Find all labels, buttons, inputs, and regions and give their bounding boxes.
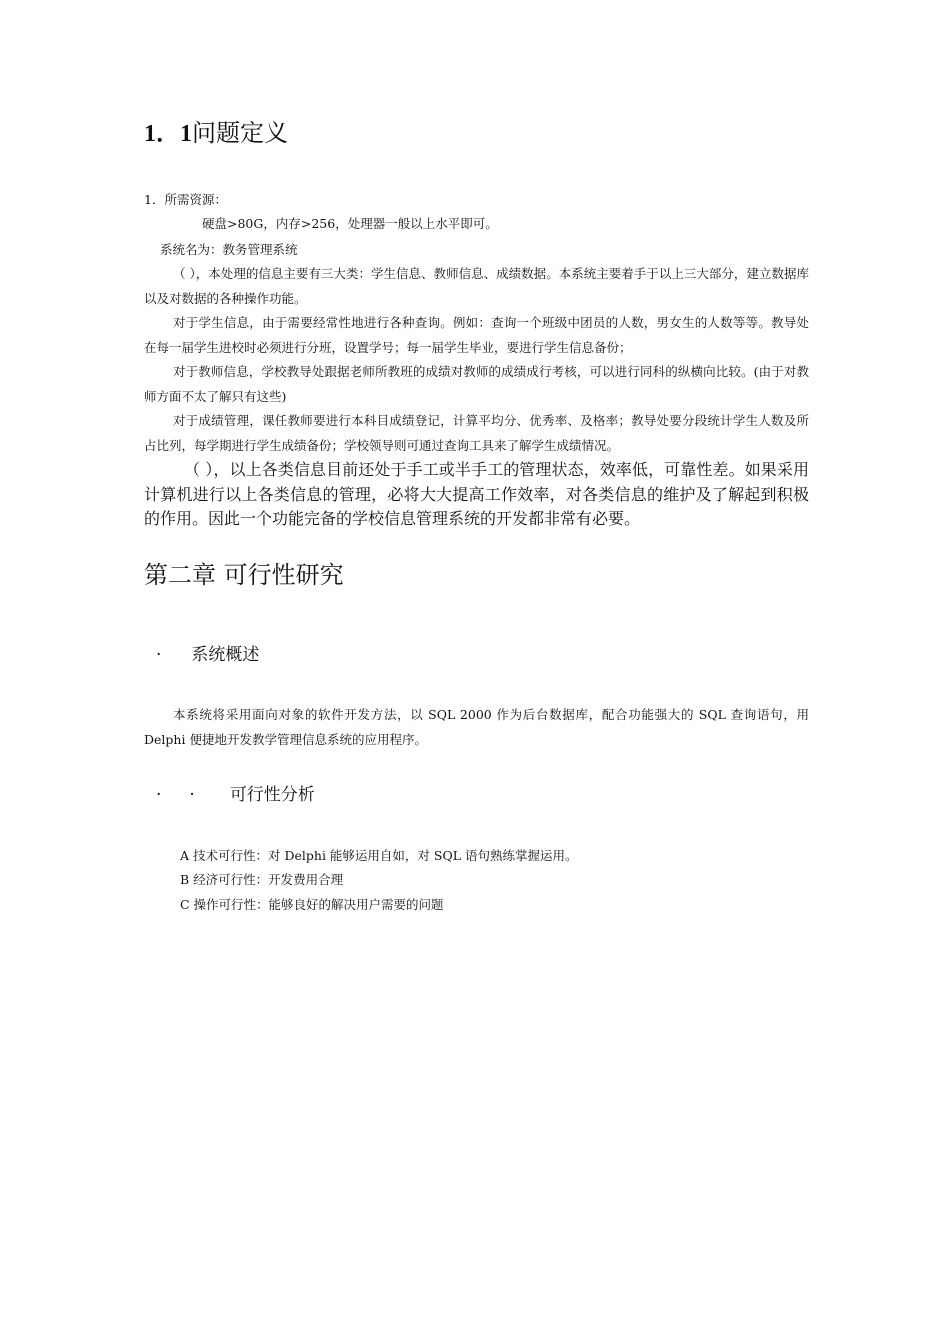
overview-title: 系统概述 [191, 645, 260, 665]
overview-paragraph: 本系统将采用面向对象的软件开发方法，以 SQL 2000 作为后台数据库，配合功能强大的 SQL 查询语句，用 Delphi 便捷地开发教学管理信息系统的应用程序。 [144, 707, 809, 747]
overview-section [144, 703, 809, 752]
hardware-requirements: 硬盘>80G，内存>256，处理器一般以上水平即可。 [202, 216, 498, 231]
overview-heading [156, 644, 259, 666]
paragraph-teacher-info: 对于教师信息，学校教导处跟据老师所教班的成绩对教师的成绩成行考核，可以进行同科的纵横向比较。(由于对教师方面不太了解只有这些) [144, 364, 809, 404]
paragraph-grade-management: 对于成绩管理，课任教师要进行本科目成绩登记，计算平均分、优秀率、及格率；教导处要分段统计学生人数及所占比列，每学期进行学生成绩备份；学校领导则可通过查询工具来了解学生成绩情况。 [144, 413, 809, 453]
resources-label: 1．所需资源： [144, 192, 227, 207]
feasibility-item-operational: C 操作可行性：能够良好的解决用户需要的问题 [180, 897, 444, 912]
paragraph-info-categories: （ ），本处理的信息主要有三大类：学生信息、教师信息、成绩数据。本系统主要着手于以上三大部分，建立数据库以及对数据的各种操作功能。 [144, 266, 809, 306]
feasibility-heading [156, 784, 315, 806]
feasibility-title: 可行性分析 [229, 785, 315, 805]
chapter-2-heading: 第二章 可行性研究 [144, 561, 344, 589]
bullet-dot: · [156, 645, 162, 665]
paragraph-student-info: 对于学生信息，由于需要经常性地进行各种查询。例如：查询一个班级中团员的人数，男女生的人数等等。教导处在每一届学生进校时必须进行分班，设置学号；每一届学生毕业，要进行学生信息备份； [144, 315, 809, 355]
body-paragraphs [144, 262, 809, 532]
section-number: 1．1 [144, 121, 192, 147]
section-heading-1-1 [144, 118, 288, 149]
bullet-dot: · [189, 785, 195, 805]
paragraph-current-status: （ ），以上各类信息目前还处于手工或半手工的管理状态，效率低，可靠性差。如果采用计算机进行以上各类信息的管理，必将大大提高工作效率，对各类信息的维护及了解起到积极的作用。因此一个功能完备的学校信息管理系统的开发都非常有必要。 [144, 460, 809, 528]
feasibility-item-technical: A 技术可行性：对 Delphi 能够运用自如，对 SQL 语句熟练掌握运用。 [180, 848, 578, 863]
bullet-dot: · [156, 785, 162, 805]
section-title: 问题定义 [192, 119, 288, 147]
feasibility-item-economic: B 经济可行性：开发费用合理 [180, 872, 344, 887]
system-name: 系统名为：教务管理系统 [160, 242, 298, 257]
